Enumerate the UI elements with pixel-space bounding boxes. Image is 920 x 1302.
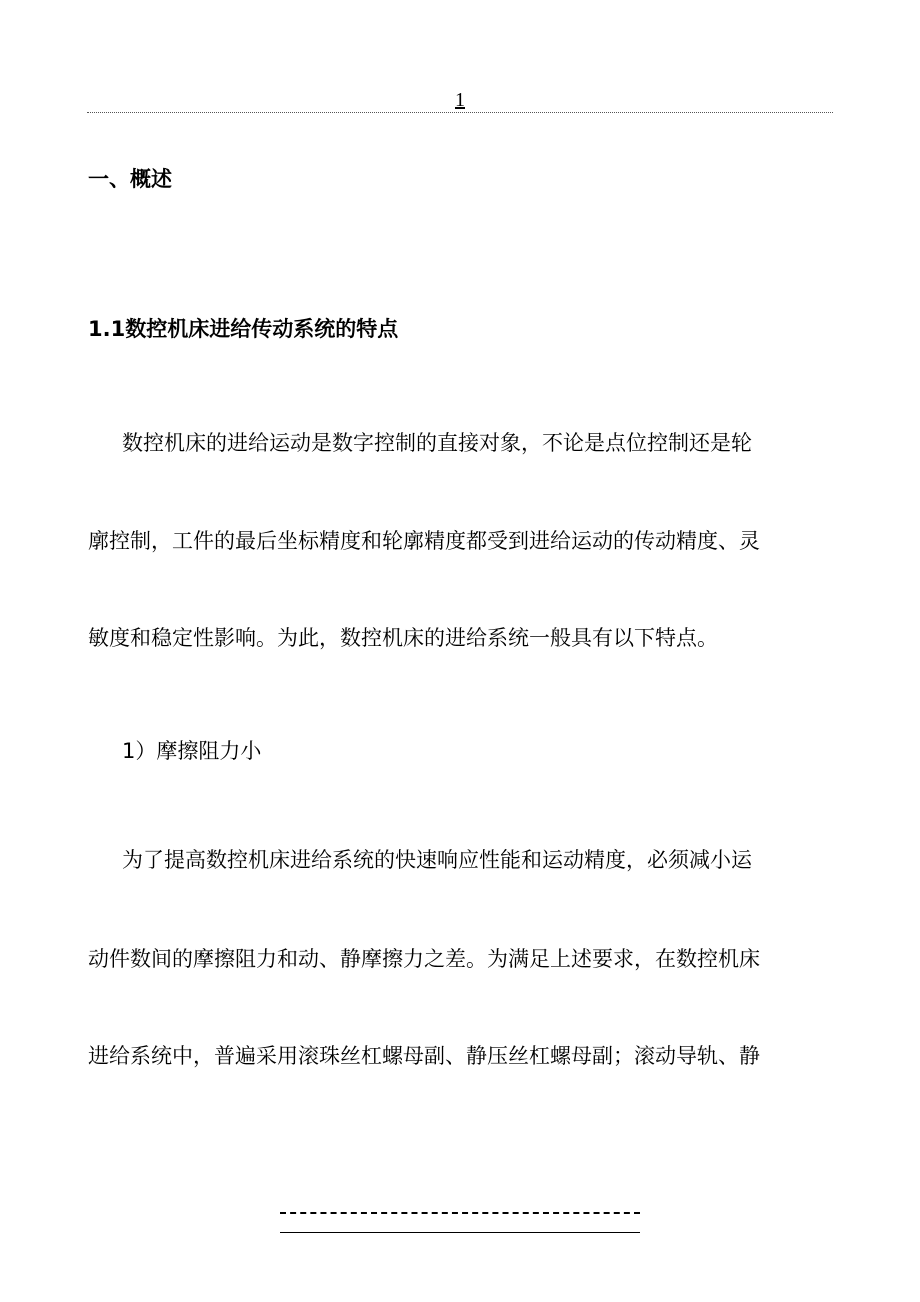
footer-underline	[280, 1232, 640, 1233]
paragraph-1-line-3: 敏度和稳定性影响。为此，数控机床的进给系统一般具有以下特点。	[88, 626, 718, 650]
header-rule	[87, 112, 833, 113]
footer-dashed-rule	[280, 1212, 640, 1214]
paragraph-2-line-2: 动件数间的摩擦阻力和动、静摩擦力之差。为满足上述要求，在数控机床	[88, 947, 760, 971]
paragraph-2-line-3: 进给系统中，普遍采用滚珠丝杠螺母副、静压丝杠螺母副；滚动导轨、静	[88, 1044, 760, 1068]
paragraph-2-line-1: 为了提高数控机床进给系统的快速响应性能和运动精度，必须减小运	[122, 848, 752, 872]
section-heading: 一、概述	[88, 167, 172, 191]
paragraph-1-line-2: 廓控制，工件的最后坐标精度和轮廓精度都受到进给运动的传动精度、灵	[88, 529, 760, 553]
paragraph-1-line-1: 数控机床的进给运动是数字控制的直接对象，不论是点位控制还是轮	[122, 431, 752, 455]
subsection-heading: 1.1数控机床进给传动系统的特点	[88, 317, 399, 341]
list-item-1: 1）摩擦阻力小	[122, 739, 262, 763]
page-number: 1	[455, 89, 465, 111]
